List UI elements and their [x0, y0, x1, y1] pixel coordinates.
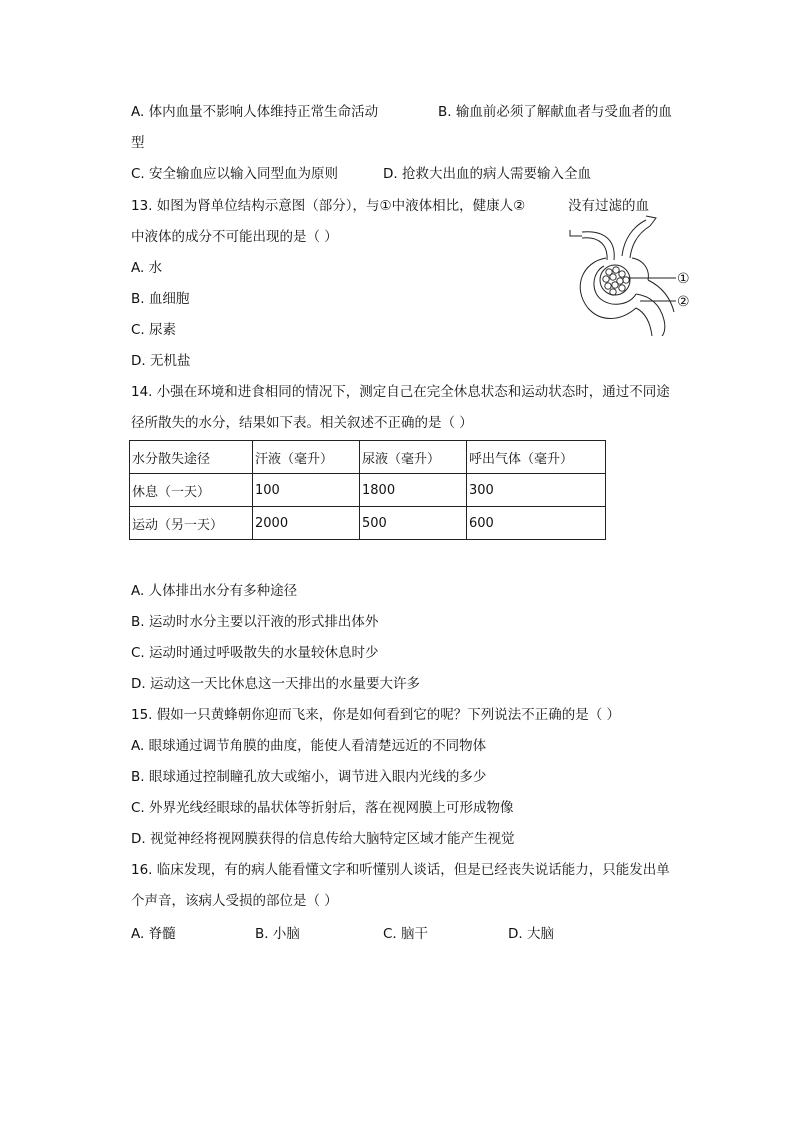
table-row — [130, 507, 606, 540]
afferent-vessel-tick — [570, 230, 582, 236]
q12-option-d: D. 抢救大出血的病人需要输入全血 — [383, 166, 591, 182]
q16-stem-line1: 16. 临床发现，有的病人能看懂文字和听懂别人谈话，但是已经丧失说话能力，只能发出单 — [131, 862, 670, 878]
nephron-diagram — [560, 196, 710, 336]
q14-option-c: C. 运动时通过呼吸散失的水量较休息时少 — [131, 645, 379, 661]
q13-option-b: B. 血细胞 — [131, 291, 190, 307]
surrounding-capillary — [648, 280, 674, 312]
afferent-arteriole-outer — [582, 232, 614, 260]
table-header-cell: 汗液（毫升） — [253, 441, 360, 474]
diagram-label-2: ② — [677, 294, 690, 310]
flow-arrow-icon — [646, 216, 656, 226]
q15-option-c: C. 外界光线经眼球的晶状体等折射后，落在视网膜上可形成物像 — [131, 800, 514, 816]
q16-option-d: D. 大脑 — [508, 926, 554, 942]
q15-stem: 15. 假如一只黄蜂朝你迎而飞来，你是如何看到它的呢？下列说法不正确的是（ ） — [131, 707, 621, 723]
renal-tubule-lower — [636, 308, 652, 336]
q13-stem-line2: 中液体的成分不可能出现的是（ ） — [131, 229, 338, 245]
table-cell: 100 — [253, 474, 360, 507]
table-cell: 1800 — [360, 474, 467, 507]
q14-stem-line2: 径所散失的水分，结果如下表。相关叙述不正确的是（ ） — [131, 415, 473, 431]
table-header-cell: 水分散失途径 — [130, 441, 253, 474]
bowman-capsule-inner — [594, 266, 636, 304]
table-cell: 运动（另一天） — [130, 507, 253, 540]
q16-option-a: A. 脊髓 — [131, 926, 176, 942]
q12-option-b: B. 输血前必须了解献血者与受血者的血 — [438, 104, 672, 120]
q12-option-c: C. 安全输血应以输入同型血为原则 — [131, 166, 339, 182]
table-header-cell: 呼出气体（毫升） — [467, 441, 606, 474]
q16-option-c: C. 脑干 — [383, 926, 429, 942]
efferent-arteriole-outer — [630, 226, 650, 258]
q13-option-c: C. 尿素 — [131, 322, 177, 338]
table-row — [130, 474, 606, 507]
q14-option-a: A. 人体排出水分有多种途径 — [131, 583, 298, 599]
q12-option-b-cont: 型 — [131, 135, 145, 151]
q14-option-d: D. 运动这一天比休息这一天排出的水量要大许多 — [131, 676, 420, 692]
table-cell: 500 — [360, 507, 467, 540]
table-cell: 休息（一天） — [130, 474, 253, 507]
q14-stem-line1: 14. 小强在环境和进食相同的情况下，测定自己在完全休息状态和运动状态时，通过不同途 — [131, 384, 670, 400]
afferent-arteriole-inner — [582, 238, 607, 260]
q14-option-b: B. 运动时水分主要以汗液的形式排出体外 — [131, 614, 379, 630]
table-cell: 600 — [467, 507, 606, 540]
table-header-cell: 尿液（毫升） — [360, 441, 467, 474]
q15-option-d: D. 视觉神经将视网膜获得的信息传给大脑特定区域才能产生视觉 — [131, 831, 515, 847]
q16-option-b: B. 小脑 — [255, 926, 300, 942]
table-header-row — [130, 441, 606, 474]
q13-stem-line1: 13. 如图为肾单位结构示意图（部分），与①中液体相比，健康人② — [131, 198, 526, 214]
q16-stem-line2: 个声音，该病人受损的部位是（ ） — [131, 893, 338, 909]
efferent-arteriole-inner — [622, 220, 646, 256]
q12-option-a: A. 体内血量不影响人体维持正常生命活动 — [131, 104, 379, 120]
table-cell: 300 — [467, 474, 606, 507]
q15-option-b: B. 眼球通过控制瞳孔放大或缩小，调节进入眼内光线的多少 — [131, 769, 487, 785]
table-cell: 2000 — [253, 507, 360, 540]
q15-option-a: A. 眼球通过调节角膜的曲度，能使人看清楚远近的不同物体 — [131, 738, 487, 754]
diagram-label-1: ① — [677, 271, 690, 287]
diagram-caption: 没有过滤的血 — [568, 198, 649, 214]
q13-option-a: A. 水 — [131, 260, 163, 276]
bowman-capsule-right — [632, 258, 648, 280]
q13-option-d: D. 无机盐 — [131, 353, 191, 369]
water-loss-table — [129, 440, 606, 540]
